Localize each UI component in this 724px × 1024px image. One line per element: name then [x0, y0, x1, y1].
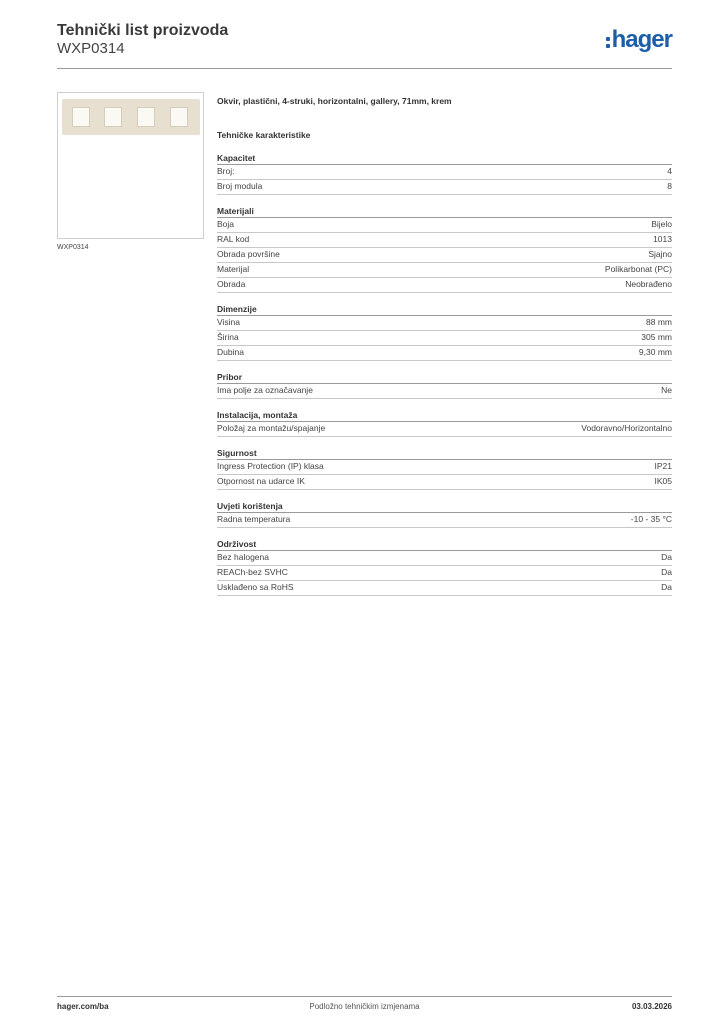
- spec-value: 305 mm: [641, 332, 672, 342]
- spec-row: [217, 316, 672, 331]
- section-title: Sigurnost: [217, 447, 672, 460]
- spec-row: [217, 566, 672, 581]
- spec-row: [217, 581, 672, 596]
- section-title: Dimenzije: [217, 303, 672, 316]
- spec-row: [217, 346, 672, 361]
- section-title: Uvjeti korištenja: [217, 500, 672, 513]
- spec-label: Otpornost na udarce IK: [217, 476, 305, 486]
- spec-label: RAL kod: [217, 234, 250, 244]
- spec-section: [217, 205, 672, 293]
- spec-row: [217, 248, 672, 263]
- document-title: Tehnički list proizvoda: [57, 22, 229, 39]
- spec-row: [217, 460, 672, 475]
- logo-text: hager: [611, 26, 672, 53]
- spec-content: [217, 96, 672, 606]
- technical-characteristics-title: Tehničke karakteristike: [217, 130, 311, 140]
- spec-value: Vodoravno/Horizontalno: [581, 423, 672, 433]
- spec-value: 88 mm: [646, 317, 672, 327]
- spec-value: Neobrađeno: [625, 279, 672, 289]
- section-title: Materijali: [217, 205, 672, 218]
- spec-value: 8: [667, 181, 672, 191]
- spec-value: IK05: [654, 476, 672, 486]
- spec-label: Ima polje za označavanje: [217, 385, 313, 395]
- section-title: Održivost: [217, 538, 672, 551]
- spec-value: Polikarbonat (PC): [604, 264, 672, 274]
- spec-value: 4: [667, 166, 672, 176]
- spec-label: Usklađeno sa RoHS: [217, 582, 294, 592]
- spec-label: Bez halogena: [217, 552, 269, 562]
- spec-row: [217, 180, 672, 195]
- footer-date: 03.03.2026: [631, 1002, 672, 1011]
- spec-row: [217, 165, 672, 180]
- spec-row: [217, 278, 672, 293]
- spec-label: Broj:: [217, 166, 235, 176]
- spec-row: [217, 475, 672, 490]
- spec-section: [217, 371, 672, 399]
- spec-value: Sjajno: [648, 249, 672, 259]
- spec-row: [217, 513, 672, 528]
- spec-label: REACh-bez SVHC: [217, 567, 288, 577]
- spec-section: [217, 538, 672, 596]
- spec-row: [217, 384, 672, 399]
- spec-value: IP21: [654, 461, 672, 471]
- spec-row: [217, 233, 672, 248]
- spec-label: Dubina: [217, 347, 244, 357]
- spec-label: Visina: [217, 317, 240, 327]
- spec-row: [217, 422, 672, 437]
- spec-value: Da: [661, 552, 672, 562]
- spec-label: Ingress Protection (IP) klasa: [217, 461, 324, 471]
- page-header: [57, 20, 672, 69]
- spec-label: Obrada: [217, 279, 246, 289]
- spec-label: Radna temperatura: [217, 514, 291, 524]
- spec-label: Materijal: [217, 264, 250, 274]
- footer-note: Podložno tehničkim izmjenama: [309, 1002, 420, 1011]
- spec-section: [217, 152, 672, 195]
- frame-window: [104, 107, 122, 127]
- spec-value: 9,30 mm: [638, 347, 672, 357]
- hager-logo: [606, 26, 672, 54]
- product-description: Okvir, plastični, 4-struki, horizontalni, gallery, 71mm, krem: [217, 96, 452, 106]
- spec-value: Da: [661, 582, 672, 592]
- spec-section: [217, 409, 672, 437]
- spec-row: [217, 331, 672, 346]
- logo-dots-icon: [606, 37, 610, 48]
- spec-sections: [217, 152, 672, 596]
- section-title: Kapacitet: [217, 152, 672, 165]
- footer-website[interactable]: hager.com/ba: [57, 1002, 109, 1011]
- spec-label: Broj modula: [217, 181, 263, 191]
- spec-value: Bijelo: [651, 219, 672, 229]
- section-title: Instalacija, montaža: [217, 409, 672, 422]
- product-image-caption: WXP0314: [57, 244, 89, 251]
- product-image: [57, 92, 204, 239]
- spec-value: -10 - 35 °C: [630, 514, 672, 524]
- frame-window: [170, 107, 188, 127]
- spec-row: [217, 263, 672, 278]
- spec-section: [217, 500, 672, 528]
- frame-window: [72, 107, 90, 127]
- spec-row: [217, 551, 672, 566]
- spec-value: 1013: [653, 234, 672, 244]
- frame-window: [137, 107, 155, 127]
- spec-label: Položaj za montažu/spajanje: [217, 423, 326, 433]
- spec-label: Širina: [217, 332, 239, 342]
- spec-value: Da: [661, 567, 672, 577]
- spec-section: [217, 447, 672, 490]
- spec-section: [217, 303, 672, 361]
- four-gang-frame-image: [62, 99, 200, 135]
- product-code: WXP0314: [57, 40, 125, 57]
- page-footer: [57, 996, 672, 1011]
- spec-label: Obrada površine: [217, 249, 280, 259]
- spec-value: Ne: [661, 385, 672, 395]
- section-title: Pribor: [217, 371, 672, 384]
- spec-row: [217, 218, 672, 233]
- spec-label: Boja: [217, 219, 235, 229]
